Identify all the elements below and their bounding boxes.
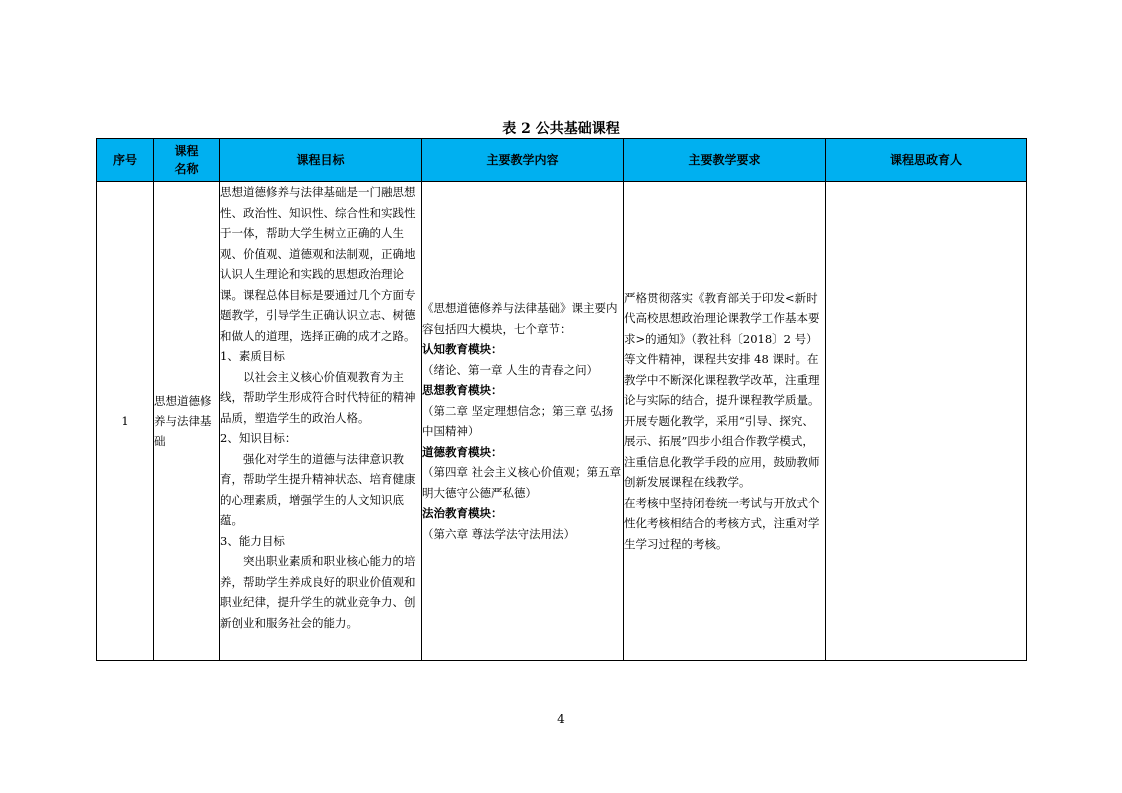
requirement-text-3: 在考核中坚持闭卷统一考试与开放式个性化考核相结合的考核方式，注重对学生学习过程的考核。 — [624, 495, 820, 551]
content-module-ideology-text: （第二章 坚定理想信念；第三章 弘扬中国精神） — [422, 403, 614, 438]
content-module-cognition-text: （绪论、第一章 人生的青春之问） — [422, 362, 599, 377]
table-caption: 表 2 公共基础课程 — [502, 121, 620, 137]
course-table — [96, 138, 1027, 661]
cell-objective — [220, 182, 422, 661]
requirement-text-1: 严格贯彻落实《教育部关于印发<新时代高校思想政治理论课教学工作基本要求>的通知》（教社科〔2018〕2 号）等文件精神，课程共安排 48 课时。在教学中不断深化课程教学改革，注重理论与实际的结合，提升课程教学质量。 — [624, 290, 820, 408]
content-module-ideology-title: 思想教育模块： — [422, 383, 503, 397]
content-module-morality-title: 道德教育模块： — [422, 444, 503, 459]
content-module-law-text: （第六章 尊法学法守法用法） — [422, 526, 576, 541]
table-row — [97, 182, 1027, 661]
header-objective: 课程目标 — [220, 139, 422, 182]
header-row — [97, 139, 1027, 182]
header-requirement: 主要教学要求 — [624, 139, 826, 182]
objective-heading-ability: 3、能力目标 — [220, 533, 285, 548]
header-content: 主要教学内容 — [422, 139, 624, 182]
cell-content — [422, 182, 624, 661]
objective-knowledge-text: 强化对学生的道德与法律意识教育，帮助学生提升精神状态、培育健康的心理素质，增强学生的人文知识底蕴。 — [220, 451, 416, 527]
cell-educator — [826, 182, 1027, 661]
objective-ability-text: 突出职业素质和职业核心能力的培养，帮助学生养成良好的职业价值观和职业纪律，提升学生的就业竞争力、创新创业和服务社会的能力。 — [220, 554, 416, 630]
header-seq: 序号 — [97, 139, 154, 182]
content-intro: 《思想道德修养与法律基础》课主要内容包括四大模块，七个章节： — [422, 301, 618, 336]
cell-requirement — [624, 182, 826, 661]
content-module-law-title: 法治教育模块： — [422, 506, 503, 520]
header-course-name — [154, 139, 220, 182]
objective-heading-quality: 1、素质目标 — [220, 349, 285, 363]
objective-heading-knowledge: 2、知识目标： — [220, 431, 297, 445]
requirement-text-2: 开展专题化教学，采用“引导、探究、展示、拓展”四步小组合作教学模式，注重信息化教学手段的应用，鼓励教师创新发展课程在线教学。 — [624, 413, 820, 490]
objective-quality-text: 以社会主义核心价值观教育为主线，帮助学生形成符合时代特征的精神品质，塑造学生的政治人格。 — [220, 369, 416, 425]
cell-seq: 1 — [97, 182, 154, 661]
header-course-name-line2: 名称 — [174, 162, 199, 176]
objective-intro: 思想道德修养与法律基础是一门融思想性、政治性、知识性、综合性和实践性于一体，帮助大学生树立正确的人生观、价值观、道德观和法制观，正确地认识人生理论和实践的思想政治理论课。课程总体目标是要通过几个方面专题教学，引导学生正确认识立志、树德和做人的道理，选择正确的成才之路。 — [220, 185, 416, 343]
content-module-cognition-title: 认知教育模块： — [422, 342, 503, 356]
header-educator: 课程思政育人 — [826, 139, 1027, 182]
cell-course-name: 思想道德修养与法律基础 — [154, 182, 220, 661]
header-course-name-line1: 课程 — [174, 144, 199, 158]
page-number: 4 — [557, 712, 565, 726]
content-module-morality-text: （第四章 社会主义核心价值观；第五章 明大德守公德严私德） — [422, 465, 622, 500]
